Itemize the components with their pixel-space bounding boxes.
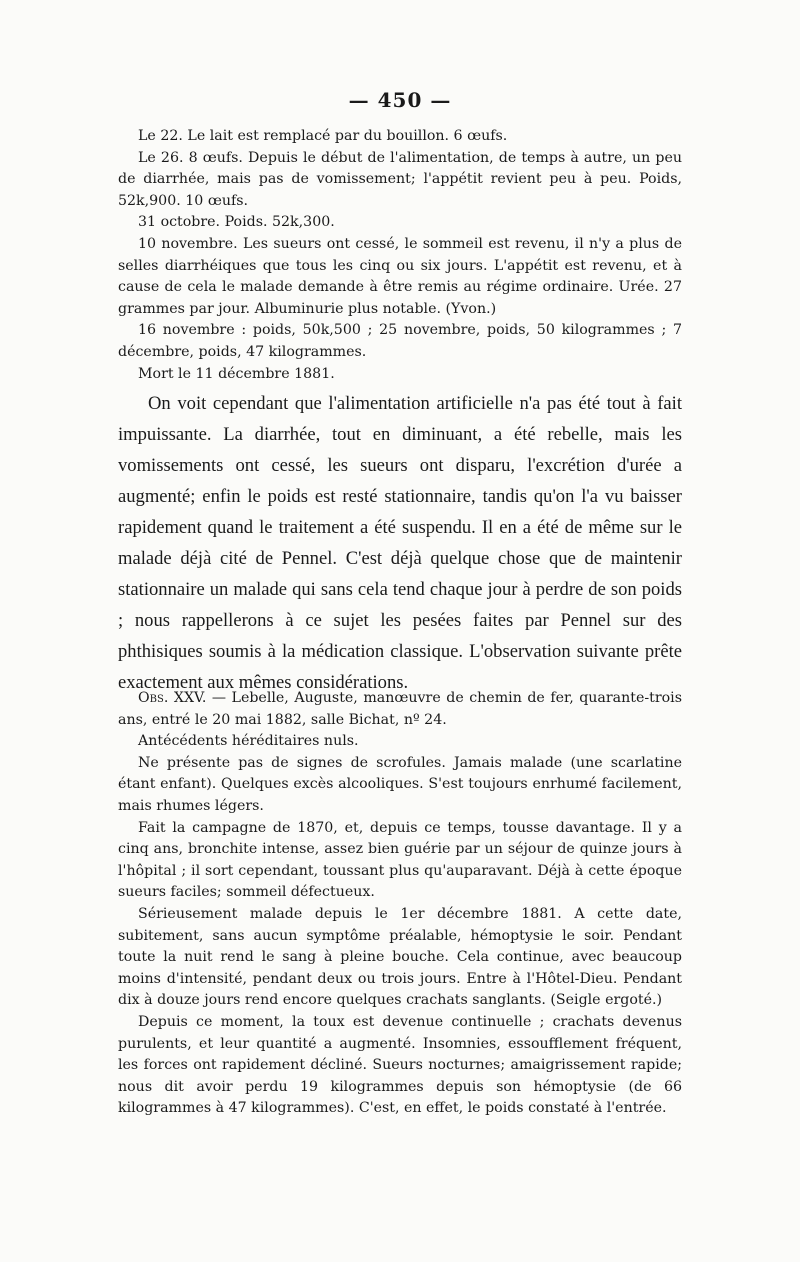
observation-label: Obs. XXV.: [138, 690, 207, 706]
observation-paragraph: Sérieusement malade depuis le 1er décembre 1881. A cette date, subitement, sans aucun symptôme préalable, hémoptysie le soir. Pendant toute la nuit rend le sang à pleine bouche. Cela continue, avec beaucoup moins d'intensité, pendant deux ou trois jours. Entre à l'Hôtel-Dieu. Pendant dix à douze jours rend encore quelques crachats sanglants. (Seigle ergoté.): [118, 905, 682, 1009]
journal-entry: 31 octobre. Poids. 52k,300.: [138, 214, 335, 231]
observation-section: [118, 688, 682, 1120]
journal-entry: Le 26. 8 œufs. Depuis le début de l'alimentation, de temps à autre, un peu de diarrhée, mais pas de vomissement; l'appétit revient peu à peu. Poids, 52k,900. 10 œufs.: [118, 149, 682, 209]
commentary-text: [118, 388, 682, 698]
journal-entry: Mort le 11 décembre 1881.: [138, 365, 335, 382]
observation-paragraph: Depuis ce moment, la toux est devenue continuelle ; crachats devenus purulents, et leur quantité a augmenté. Insomnies, essoufflement fréquent, les forces ont rapidement décliné. Sueurs nocturnes; amaigrissement rapide; nous dit avoir perdu 19 kilogrammes depuis son hémoptysie (de 66 kilogrammes à 47 kilogrammes). C'est, en effet, le poids constaté à l'entrée.: [118, 1013, 682, 1117]
journal-entry: 10 novembre. Les sueurs ont cessé, le sommeil est revenu, il n'y a plus de selles diarrhéiques que tous les cinq ou six jours. L'appétit est revenu, et à cause de cela le malade demande à être remis au régime ordinaire. Urée. 27 grammes par jour. Albuminurie plus notable. (Yvon.): [118, 235, 682, 317]
observation-paragraph: Ne présente pas de signes de scrofules. Jamais malade (une scarlatine étant enfant). Quelques excès alcooliques. S'est toujours enrhumé facilement, mais rhumes légers.: [118, 754, 682, 814]
commentary-paragraph: On voit cependant que l'alimentation artificielle n'a pas été tout à fait impuissante. La diarrhée, tout en diminuant, a été rebelle, mais les vomissements ont cessé, les sueurs ont disparu, l'excrétion d'urée a augmenté; enfin le poids est resté stationnaire, tandis qu'on l'a vu baisser rapidement quand le traitement a été suspendu. Il en a été de même sur le malade déjà cité de Pennel. C'est déjà quelque chose que de maintenir stationnaire un malade qui sans cela tend chaque jour à perdre de son poids ; nous rappellerons à ce sujet les pesées faites par Pennel sur des phthisiques soumis à la médication classique. L'observation suivante prête exactement aux mêmes considérations.: [118, 393, 682, 693]
journal-entry: Le 22. Le lait est remplacé par du bouillon. 6 œufs.: [138, 128, 508, 144]
journal-entry: 16 novembre : poids, 50k,500 ; 25 novembre, poids, 50 kilogrammes ; 7 décembre, poids, 47 kilogrammes.: [118, 322, 682, 360]
observation-heading: [118, 688, 682, 731]
observation-heading-text: — Lebelle, Auguste, manœuvre de chemin de fer, quarante-trois ans, entré le 20 mai 1882, salle Bichat, nº 24.: [118, 690, 682, 728]
observation-paragraph: Fait la campagne de 1870, et, depuis ce temps, tousse davantage. Il y a cinq ans, bronchite intense, assez bien guérie par un séjour de quinze jours à l'hôpital ; il sort cependant, toussant plus qu'auparavant. Déjà à cette époque sueurs faciles; sommeil défectueux.: [118, 819, 682, 901]
clinical-journal: [118, 126, 682, 385]
observation-paragraph: Antécédents héréditaires nuls.: [138, 733, 359, 750]
page-number: — 450 —: [348, 88, 452, 112]
